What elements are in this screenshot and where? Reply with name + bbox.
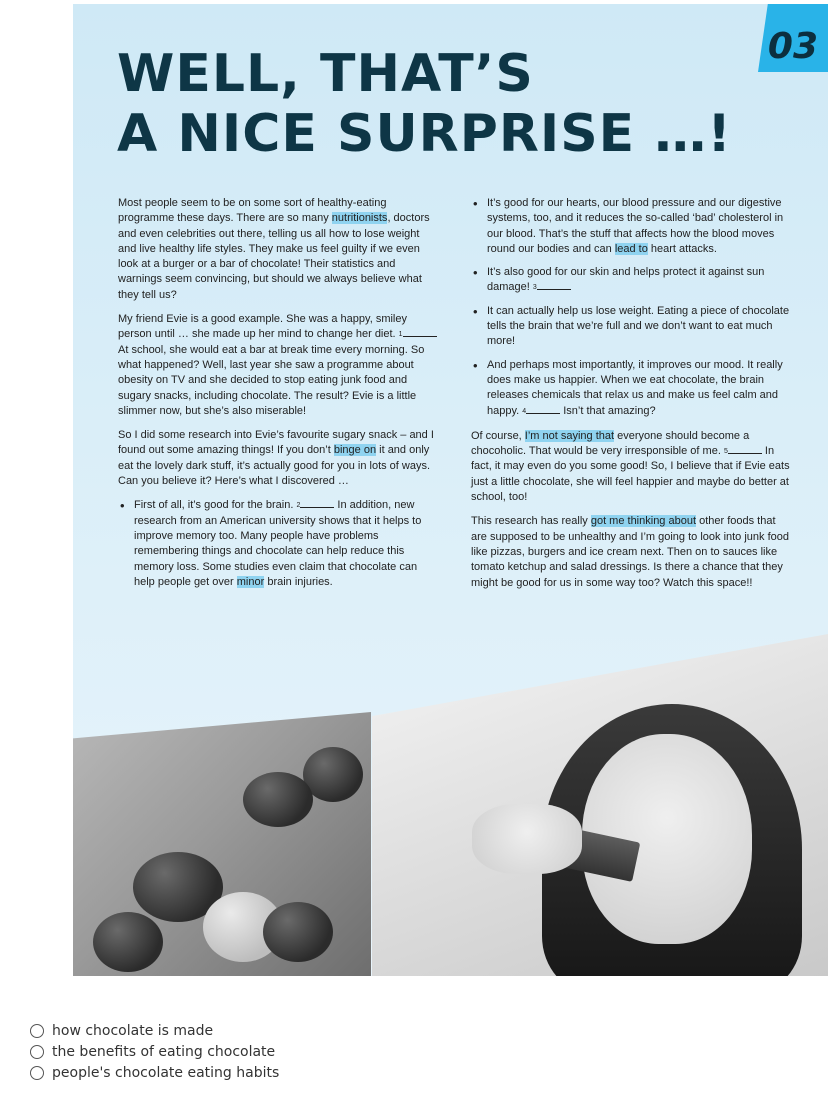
option-benefits-of-chocolate[interactable]: the benefits of eating chocolate <box>30 1041 279 1062</box>
gap-5-blank <box>728 444 762 454</box>
bullet-weight: • It can actually help us lose weight. Eating a piece of chocolate tells the brain that we’re full and we don’t want to eat much more! <box>471 304 793 350</box>
gap-number-2: 2 <box>296 502 301 510</box>
right-column <box>471 196 793 600</box>
gap-4-blank <box>526 404 560 414</box>
girl-eating-chocolate-photo <box>372 634 828 976</box>
answer-options <box>30 1020 279 1083</box>
option-how-chocolate-is-made[interactable]: how chocolate is made <box>30 1020 279 1041</box>
paragraph-conclusion: This research has really got me thinking about other foods that are supposed to be unhealthy and I’m going to look into junk food like pizzas, burgers and ice cream next. Then on to sauces like tomato ketchup and salad dressings. Is there a chance that they might be good for us in some way too? Watch this space!! <box>471 515 790 589</box>
paragraph-evie: My friend Evie is a good example. She was a happy, smiley person until … she made up her mind to change her diet. $^1$ At school, she would eat a bar at break time every morning. So what happened? Well, last year she saw a programme about obesity on TV and she decided to stop eating junk food and sugary snacks, including chocolate. The result? Evie is a little slimmer now, but she’s also miserable! <box>118 312 438 419</box>
chocolate-piece <box>263 902 333 962</box>
chocolates-photo <box>73 712 371 976</box>
left-column <box>118 196 438 600</box>
chocolate-piece <box>93 912 163 972</box>
paragraph-of-course: Of course, I’m not saying that everyone should become a chocoholic. That would be very irresponsible of me. $^5$ In fact, it may even do you some good! So, I believe that if Evie eats just a little chocolate, she will feel happier and maybe do better at school, too! <box>471 429 790 504</box>
article-page <box>73 4 828 976</box>
highlight-binge-on: binge on <box>333 444 377 457</box>
gap-number-4: 4 <box>522 407 527 415</box>
highlight-not-saying: I’m not saying that <box>524 429 615 442</box>
radio-button[interactable] <box>30 1066 44 1080</box>
bullet-brain: • First of all, it’s good for the brain. $^2$ In addition, new research from an American university shows that it helps to improve memory too. Many people have problems remembering things and chocolate can help reduce this memory loss. Some studies even claim that chocolate can help people get over minor brain injuries. <box>118 498 438 590</box>
highlight-minor: minor <box>236 575 265 588</box>
highlight-nutritionists: nutritionists <box>331 212 388 225</box>
radio-button[interactable] <box>30 1045 44 1059</box>
title-line-1: WELL, THAT’S <box>117 44 534 104</box>
radio-button[interactable] <box>30 1024 44 1038</box>
bullet-skin: • It’s also good for our skin and helps protect it against sun damage! $^3$ <box>471 265 793 296</box>
highlight-lead-to: lead to <box>614 242 648 255</box>
option-chocolate-eating-habits[interactable]: people's chocolate eating habits <box>30 1062 279 1083</box>
bullet-list-right <box>471 196 793 419</box>
gap-number-5: 5 <box>723 448 728 456</box>
gap-number-3: 3 <box>532 284 537 292</box>
gap-3-blank <box>537 280 571 290</box>
paragraph-research: So I did some research into Evie’s favourite sugary snack – and I found out some amazing things! If you don’t binge on it and only eat the lovely dark stuff, it’s actually good for you in lots of ways. Can you believe it? Here’s what I discovered … <box>118 429 434 488</box>
highlight-got-me-thinking: got me thinking about <box>590 515 697 528</box>
page-number: 03 <box>767 26 818 67</box>
bullet-heart: • It’s good for our hearts, our blood pressure and our digestive systems, too, and it reduces the so-called ‘bad’ cholesterol in our blood. That’s the stuff that affects how the blood moves round our bodies and can lead to heart attacks. <box>471 196 793 257</box>
gap-2-blank <box>300 498 334 508</box>
paragraph-intro: Most people seem to be on some sort of healthy-eating programme these days. There are so many nutritionists, doctors and even celebrities out there, telling us all how to lose weight and live healthy life styles. They make us feel guilty if we even look at a burger or a bar of chocolate! Their statistics and warnings seem convincing, but should we always believe what they tell us? <box>118 197 430 301</box>
article-title <box>117 44 732 164</box>
chocolate-piece <box>243 772 313 827</box>
title-line-2: A NICE SURPRISE …! <box>117 104 733 164</box>
hand-shape <box>472 804 582 874</box>
bullet-mood: • And perhaps most importantly, it improves our mood. It really does make us happier. When we eat chocolate, the brain releases chemicals that relax us and make us feel calm and happy. $^4$ Isn’t that amazing? <box>471 358 793 419</box>
gap-number-1: 1 <box>398 331 403 339</box>
bullet-list-left <box>118 498 438 590</box>
gap-1-blank <box>403 327 437 337</box>
